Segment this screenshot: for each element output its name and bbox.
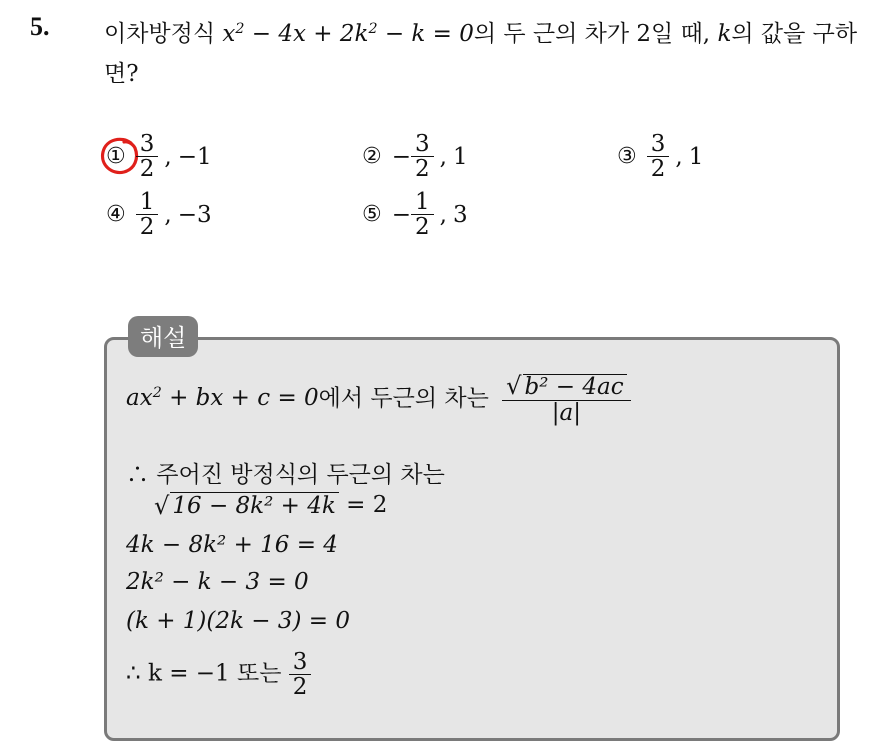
option-number: ② [362,144,382,170]
option-number: ① [106,144,126,170]
leading-coefficient-abs: |a| [502,400,630,425]
option-3[interactable]: ③ $\frac{3}{2}$ , 1 [617,131,704,183]
option-fraction: $\frac{1}{2}$ [138,190,157,239]
option-fraction: $\frac{3}{2}$ [649,132,668,181]
stem-variable: k [717,21,732,47]
option-fraction: $\frac{1}{2}$ [413,190,432,239]
option-sign: − [391,201,412,228]
option-4[interactable]: ④ $\frac{1}{2}$ , −3 [106,189,212,241]
line7-prefix: ∴ k = −1 또는 [126,660,282,687]
option-2[interactable]: ② − $\frac{3}{2}$ , 1 [362,131,468,183]
solution-line-7 [126,650,311,699]
stem-text-c: 의 값을 구하면? [104,21,858,87]
root-radicand: 16 − 8k² + 4k [170,492,338,519]
solution-line-3: √ 16 − 8k² + 4k = 2 [154,492,388,520]
question-stem [104,14,874,94]
option-value: 3 [452,201,468,228]
option-number: ③ [617,144,637,170]
line3-rhs: = 2 [346,492,388,518]
option-1[interactable]: ① $\frac{3}{2}$ , −1 [106,131,212,183]
solution-line-5: 2k² − k − 3 = 0 [126,569,309,595]
solution-line-6: (k + 1)(2k − 3) = 0 [126,608,350,634]
discriminant-fraction: √ b² − 4ac |a| [504,374,628,425]
general-equation: $ax^2$ + bx + c = 0 [126,385,319,412]
option-number: ④ [106,202,126,228]
solution-line-4: 4k − 8k² + 16 = 4 [126,532,338,558]
option-value: −3 [177,201,212,228]
question-number: 5. [30,12,50,41]
solution-line-2: ∴ 주어진 방정식의 두근의 차는 [126,462,445,488]
answer-fraction: $\frac{3}{2}$ [291,650,310,699]
discriminant-radicand: b² − 4ac [523,374,627,399]
option-sign: − [391,143,412,170]
line1-prefix: 에서 두근의 차는 [318,385,489,412]
stem-text-b: 의 두 근의 차가 2일 때, [473,21,711,47]
option-number: ⑤ [362,202,382,228]
solution-label: 해설 [128,316,198,357]
option-value: −1 [177,143,212,170]
option-fraction: $\frac{3}{2}$ [413,132,432,181]
option-fraction: $\frac{3}{2}$ [138,132,157,181]
option-5[interactable]: ⑤ − $\frac{1}{2}$ , 3 [362,189,468,241]
solution-line-1 [126,374,631,425]
option-value: 1 [688,143,704,170]
option-value: 1 [452,143,468,170]
stem-text-a: 이차방정식 [104,21,216,47]
stem-equation: $x^2 - 4x + 2k^2 - k = 0$ [222,21,474,47]
